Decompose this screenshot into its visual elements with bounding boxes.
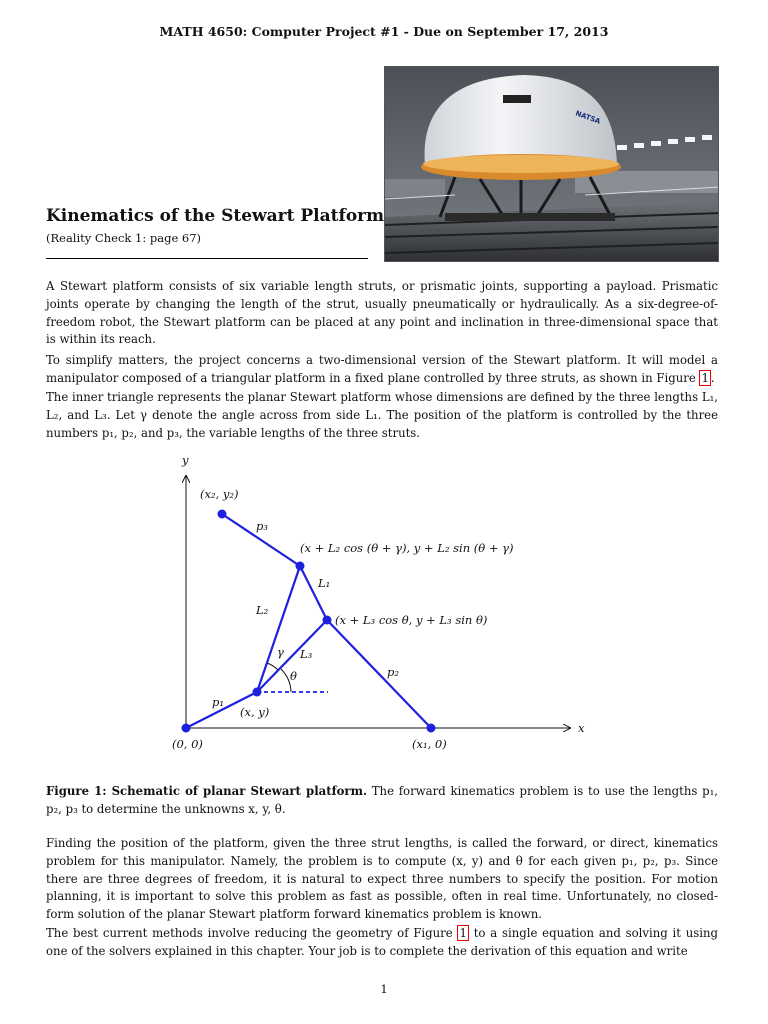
y-axis-label: y (182, 453, 189, 467)
paragraph-intro: A Stewart platform consists of six variable length struts, or prismatic joints, supporting a payload. Prismatic joints operate by changing the length of the strut, usually pneumatically or hydraulically. As a six-degree-of-freedom robot, the Stewart platform can be placed at any point and inclination in three-dimensional space that is within its reach. (46, 279, 718, 347)
diagram-svg (160, 444, 600, 764)
joint-origin (182, 724, 191, 733)
side-L1 (300, 566, 327, 620)
paragraph-forward-kinematics: Finding the position of the platform, given the three strut lengths, is called the forward, or direct, kinematics problem for this manipulator. Namely, the problem is to compute (x, y) and θ for each given p₁, p₂, p₃. Since there are three degrees of freedom, it is natural to expect three numbers to specify the position. For motion planning, it is important to solve this problem as fast as possible, often in real time. Unfortunately, no closed-form solution of the planar Stewart platform forward kinematics problem is known. (46, 836, 718, 922)
joint-right-vertex (323, 616, 332, 625)
label-top-vertex: (x + L₂ cos (θ + γ), y + L₂ sin (θ + γ) (300, 541, 514, 555)
paragraph-simplify (46, 352, 718, 388)
figure-reference-link[interactable]: 1 (701, 370, 709, 385)
label-xy: (x, y) (240, 705, 270, 719)
photo-illustration (385, 67, 719, 262)
paragraph-methods-end: to a single equation and solving it using one of the solvers explained in this chapter. Your job is to complete the derivation of this equation and write (46, 926, 719, 958)
label-x2y2: (x₂, y₂) (200, 487, 239, 501)
label-right-vertex: (x + L₃ cos θ, y + L₃ sin θ) (335, 613, 488, 627)
figure-caption (46, 783, 718, 819)
stewart-platform-diagram (160, 444, 600, 764)
label-x1: (x₁, 0) (412, 737, 447, 751)
label-p3: p₃ (256, 519, 268, 533)
stewart-simulator-photo (384, 66, 719, 262)
dome-window (503, 95, 531, 103)
page-number: 1 (380, 982, 388, 996)
joint-x2y2 (218, 510, 227, 519)
figure-caption-text: The forward kinematics problem is to use the lengths p₁, p₂, p₃ to determine the unknowns x, y, θ. (46, 784, 718, 816)
paragraph-methods-text: The best current methods involve reducing the geometry of Figure (46, 926, 453, 940)
label-theta: θ (290, 669, 297, 683)
label-L1: L₁ (318, 576, 331, 590)
label-origin: (0, 0) (172, 737, 203, 751)
label-p2: p₂ (387, 665, 399, 679)
paragraph-simplify-end: . (710, 370, 715, 385)
page-header: MATH 4650: Computer Project #1 - Due on September 17, 2013 (159, 24, 609, 39)
paragraph-triangle: The inner triangle represents the planar Stewart platform whose dimensions are defined by the three lengths L₁, L₂, and L₃. Let γ denote the angle across from side L₁. The position of the platform is controlled by the three numbers p₁, p₂, and p₃, the variable lengths of the three struts. (46, 390, 718, 440)
gamma-arc (267, 663, 278, 670)
paragraph-simplify-text: To simplify matters, the project concerns a two-dimensional version of the Stewart platform. It will model a manipulator composed of a triangular platform in a fixed plane controlled by three struts, as shown in Figure (46, 353, 718, 385)
dome-sign: NATSA (574, 109, 602, 126)
label-p1: p₁ (212, 695, 224, 709)
x-axis-label: x (578, 721, 585, 735)
joint-top-vertex (296, 562, 305, 571)
page-subtitle: (Reality Check 1: page 67) (46, 231, 202, 245)
joint-x1 (427, 724, 436, 733)
label-L3: L₃ (300, 647, 313, 661)
figure-caption-title: Figure 1: Schematic of planar Stewart platform. (46, 784, 368, 798)
strut-p2 (327, 620, 431, 728)
paragraph-methods (46, 925, 718, 961)
label-L2: L₂ (256, 603, 269, 617)
joint-xy (253, 688, 262, 697)
label-gamma: γ (277, 645, 284, 659)
page-title: Kinematics of the Stewart Platform (46, 206, 385, 226)
title-divider (46, 258, 368, 259)
figure-reference-link-2[interactable]: 1 (459, 926, 467, 940)
